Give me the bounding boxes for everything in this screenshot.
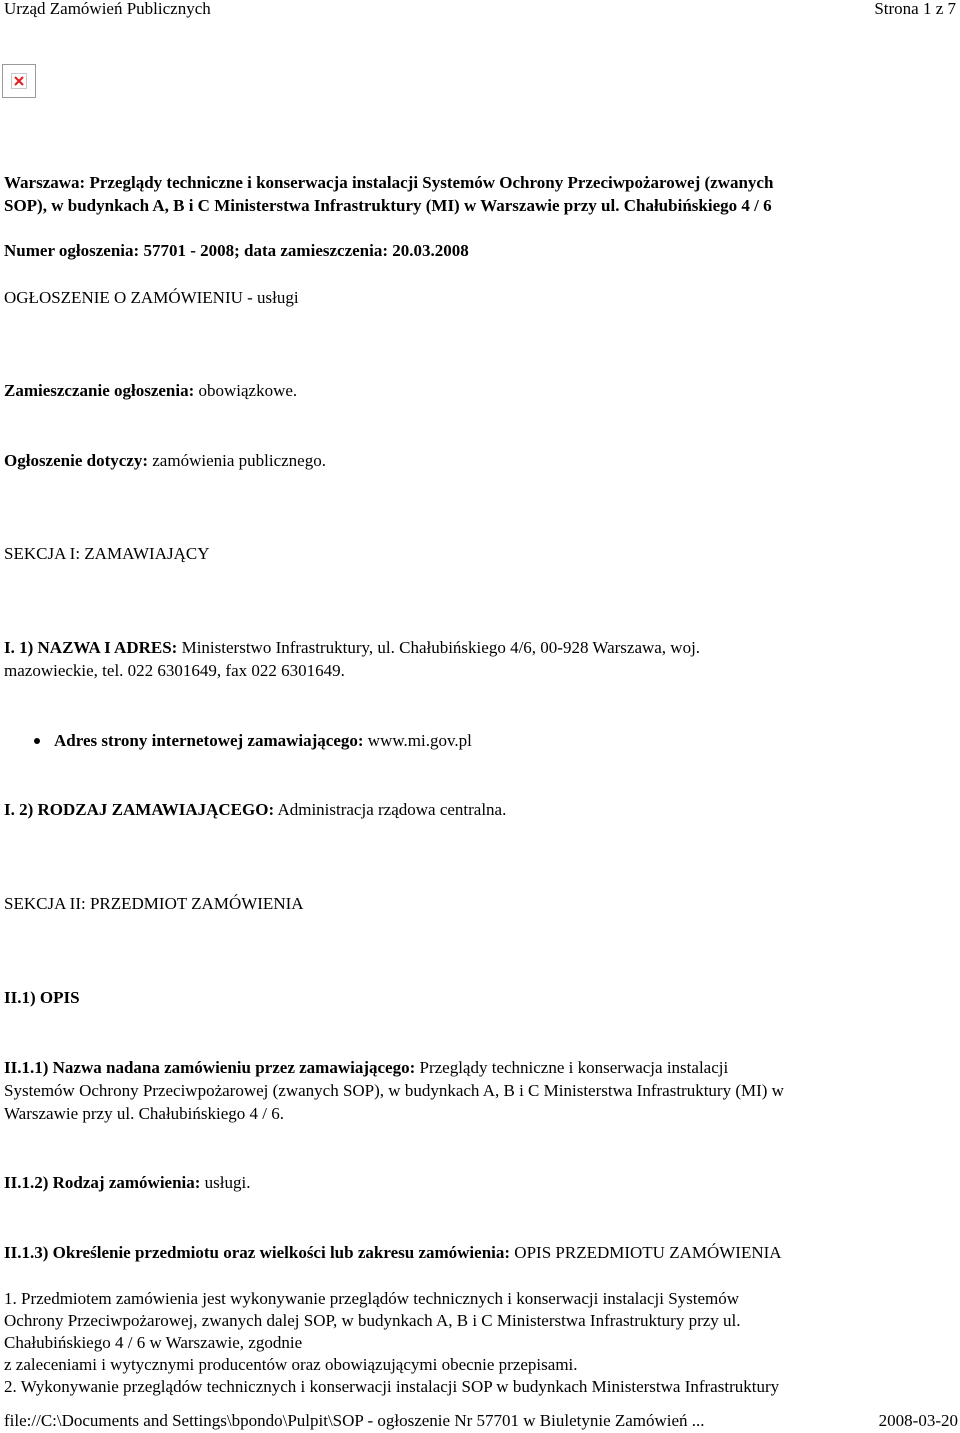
contract-type: II.1.2) Rodzaj zamówienia: usługi.: [4, 1173, 251, 1192]
page-footer-path: file://C:\Documents and Settings\bpondo\Pulpit\SOP - ogłoszenie Nr 57701 w Biuletynie Zamówień ...: [4, 1411, 705, 1430]
contract-scope-heading: II.1.3) Określenie przedmiotu oraz wielkości lub zakresu zamówienia: OPIS PRZEDMIOTU ZAMÓWIENIA: [4, 1243, 782, 1262]
bullet-icon: [34, 738, 40, 744]
body-line: 1. Przedmiotem zamówienia jest wykonywanie przeglądów technicznych i konserwacji instalacji Systemów: [4, 1289, 740, 1308]
contracting-authority-address-line1: I. 1) NAZWA I ADRES: Ministerstwo Infrastruktury, ul. Chałubińskiego 4/6, 00-928 Warszawa, woj.: [4, 638, 701, 657]
notice-concerns: Ogłoszenie dotyczy: zamówienia publicznego.: [4, 451, 326, 470]
notice-title-line2: SOP), w budynkach A, B i C Ministerstwa Infrastruktury (MI) w Warszawie przy ul. Chałubińskiego 4 / 6: [4, 196, 772, 215]
body-line: z zaleceniami i wytycznymi producentów oraz obowiązującymi obecnie przepisami.: [4, 1355, 578, 1374]
body-line: 2. Wykonywanie przeglądów technicznych i konserwacji instalacji SOP w budynkach Ministerstwa Infrastruktury: [4, 1377, 780, 1396]
body-line: Ochrony Przeciwpożarowej, zwanych dalej SOP, w budynkach A, B i C Ministerstwa Infrastruktury przy ul.: [4, 1311, 741, 1330]
body-line: Chałubińskiego 4 / 6 w Warszawie, zgodnie: [4, 1333, 303, 1352]
notice-number: Numer ogłoszenia: 57701 - 2008; data zamieszczenia: 20.03.2008: [4, 241, 469, 260]
contract-name-line1: II.1.1) Nazwa nadana zamówieniu przez zamawiającego: Przeglądy techniczne i konserwacja instalacji: [4, 1058, 729, 1077]
contract-name-line3: Warszawie przy ul. Chałubińskiego 4 / 6.: [4, 1104, 285, 1123]
publication-mode: Zamieszczanie ogłoszenia: obowiązkowe.: [4, 381, 298, 400]
website-item: Adres strony internetowej zamawiającego: www.mi.gov.pl: [54, 731, 472, 750]
page-footer-date: 2008-03-20: [878, 1411, 958, 1430]
contracting-authority-type: I. 2) RODZAJ ZAMAWIAJĄCEGO: Administracja rządowa centralna.: [4, 800, 507, 819]
section-2-heading: SEKCJA II: PRZEDMIOT ZAMÓWIENIA: [4, 894, 304, 913]
broken-image-icon: [2, 64, 36, 98]
contract-name-line2: Systemów Ochrony Przeciwpożarowej (zwanych SOP), w budynkach A, B i C Ministerstwa Infrastruktury (MI) w: [4, 1081, 784, 1100]
page-header-left: Urząd Zamówień Publicznych: [4, 0, 211, 18]
notice-title-line1: Warszawa: Przeglądy techniczne i konserwacja instalacji Systemów Ochrony Przeciwpożarowej (zwanych: [4, 173, 774, 192]
description-heading: II.1) OPIS: [4, 988, 80, 1007]
notice-type: OGŁOSZENIE O ZAMÓWIENIU - usługi: [4, 288, 299, 307]
page-header-right: Strona 1 z 7: [874, 0, 956, 18]
section-1-heading: SEKCJA I: ZAMAWIAJĄCY: [4, 544, 210, 563]
contracting-authority-address-line2: mazowieckie, tel. 022 6301649, fax 022 6301649.: [4, 661, 345, 680]
